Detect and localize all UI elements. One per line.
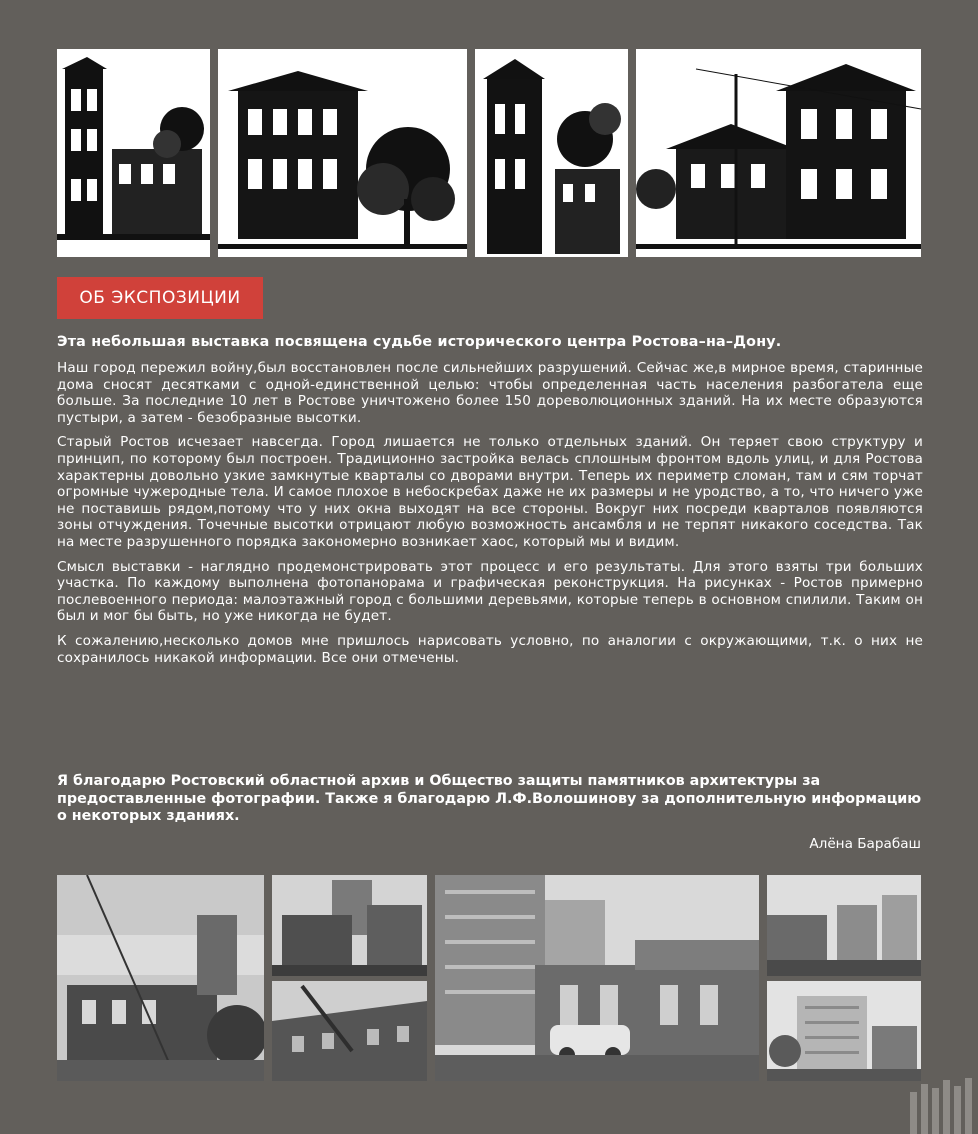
photo-1 <box>57 875 264 1081</box>
author-signature: Алёна Барабаш <box>809 836 921 852</box>
paragraph-2: Старый Ростов исчезает навсегда. Город лишается не только отдельных зданий. Он теряет свою структуру и принцип, по которому был построен. Традиционно застройка велась сплошным фронтом вдоль улиц, и для Ростова характерны довольно узкие замкнутые кварталы со дворами внутри. Теперь их периметр сломан, там и сям торчат огромные чужеродные тела. И самое плохое в небоскребах даже не их размеры и не уродство, а то, что ничего уже не поставишь рядом,потому что у них окна выходят на все стороны. Вокруг них посреди кварталов появляются зоны отчуждения. Точечные высотки отрицают любую возможность ансамбля и не терпят никакого соседства. Так на месте разрушенного порядка закономерно возникает хаос, который мы и видим. <box>57 434 923 550</box>
drawing-3 <box>475 49 628 257</box>
photo-5 <box>767 875 921 976</box>
acknowledgement: Я благодарю Ростовский областной архив и Общество защиты памятников архитектуры за предоставленные фотографии. Также я благодарю Л.Ф.Волошинову за дополнительную информацию о некоторых зданиях. <box>57 773 922 824</box>
paragraph-1: Наш город пережил войну,был восстановлен после сильнейших разрушений. Сейчас же,в мирное время, старинные дома сносят десятками с одной-единственной целью: чтобы определенная часть населения разбогатела еще больше. За последние 10 лет в Ростове уничтожено более 150 дореволюционных зданий. На их месте образуются пустыри, а затем - безобразные высотки. <box>57 360 923 426</box>
drawing-1 <box>57 49 210 257</box>
paragraph-3: Смысл выставки - наглядно продемонстрировать этот процесс и его результаты. Для этого взяты три больших участка. По каждому выполнена фотопанорама и графическая реконструкция. На рисунках - Ростов примерно послевоенного периода: малоэтажный город с большими деревьями, которые теперь в основном спилили. Таким он был и мог бы быть, но уже никогда не будет. <box>57 558 923 625</box>
photo-4 <box>435 875 759 1081</box>
decorative-stripes-mark <box>910 1074 978 1134</box>
photo-2 <box>272 875 427 976</box>
lead-paragraph: Эта небольшая выставка посвящена судьбе исторического центра Ростова–на–Дону. <box>57 334 782 350</box>
section-heading: ОБ ЭКСПОЗИЦИИ <box>57 277 263 319</box>
drawing-2 <box>218 49 467 257</box>
photo-6 <box>767 981 921 1081</box>
drawing-4 <box>636 49 921 257</box>
paragraph-4: К сожалению,несколько домов мне пришлось нарисовать условно, по аналогии с окружающими, т.к. о них не сохранилось никакой информации. Все они отмечены. <box>57 632 923 666</box>
article-body <box>57 333 923 674</box>
photo-3 <box>272 981 427 1081</box>
